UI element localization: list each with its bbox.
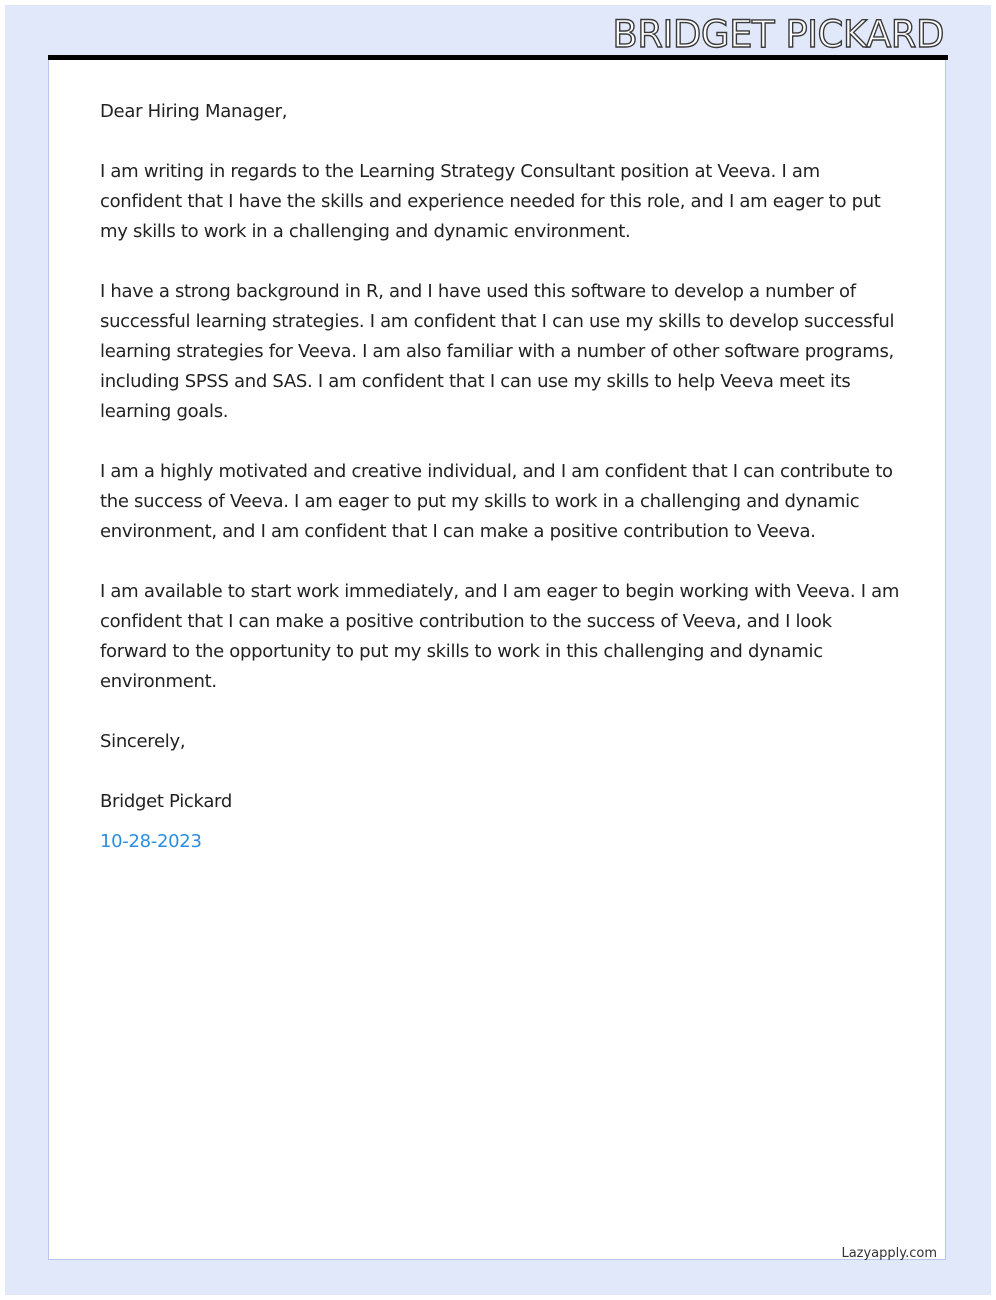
closing: Sincerely,: [100, 731, 186, 752]
cover-letter-body: [100, 97, 900, 857]
applicant-name-heading: BRIDGET PICKARD: [612, 13, 944, 56]
paragraph-skills: I have a strong background in R, and I have used this software to develop a number of successful learning strategies. I am confident that I can use my skills to develop successful learning strategies for Veeva. I am also familiar with a number of other software programs, including SPSS and SAS. I am confident that I can use my skills to help Veeva meet its learning goals.: [100, 281, 895, 422]
letter-date: 10-28-2023: [100, 831, 202, 852]
paragraph-availability: I am available to start work immediately, and I am eager to begin working with Veeva. I am confident that I can make a positive contribution to the success of Veeva, and I look forward to the opportunity to put my skills to work in this challenging and dynamic environment.: [100, 581, 900, 692]
paragraph-intro: I am writing in regards to the Learning Strategy Consultant position at Veeva. I am confident that I have the skills and experience needed for this role, and I am eager to put my skills to work in a challenging and dynamic environment.: [100, 161, 881, 242]
signature: Bridget Pickard: [100, 791, 232, 812]
salutation: Dear Hiring Manager,: [100, 101, 288, 122]
paragraph-motivation: I am a highly motivated and creative individual, and I am confident that I can contribute to the success of Veeva. I am eager to put my skills to work in a challenging and dynamic environment, and I am confident that I can make a positive contribution to Veeva.: [100, 461, 893, 542]
footer-credit: Lazyapply.com: [841, 1246, 937, 1261]
